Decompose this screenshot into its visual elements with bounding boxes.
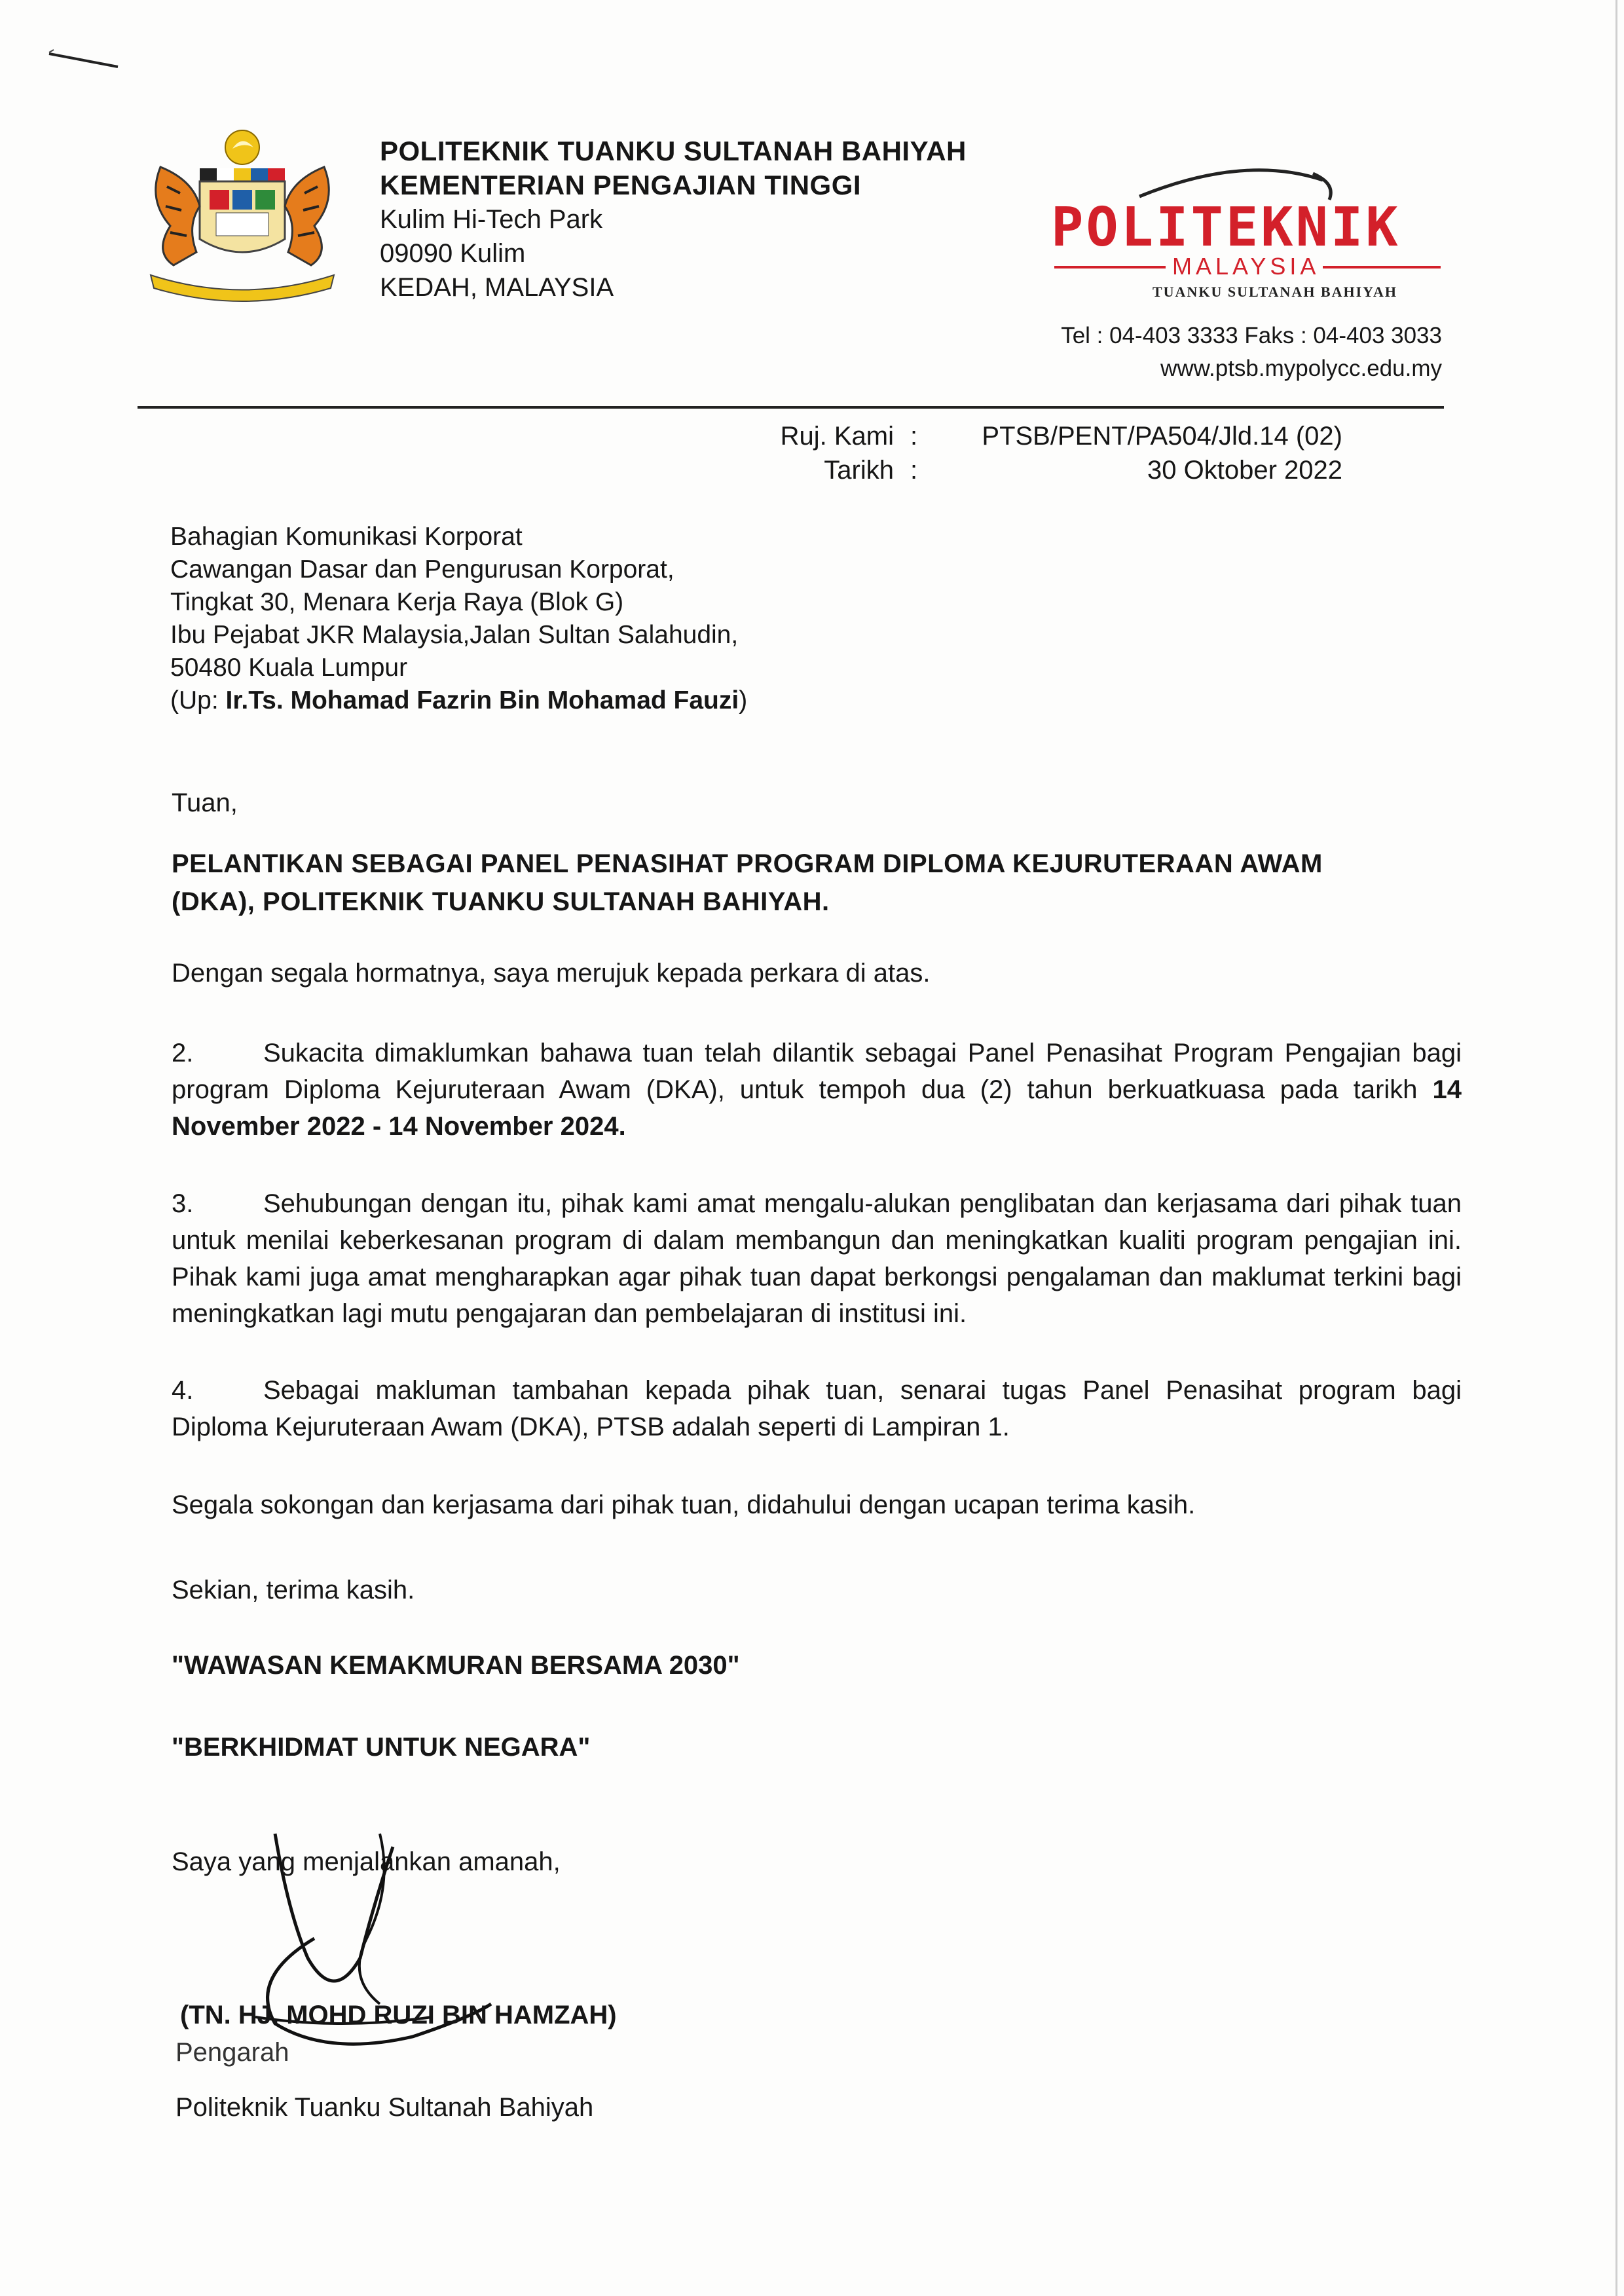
ministry-name: KEMENTERIAN PENGAJIAN TINGGI (380, 170, 862, 200)
signatory-title: Pengarah (175, 2038, 289, 2067)
contact-block (1061, 320, 1442, 385)
paragraph-1: Dengan segala hormatnya, saya merujuk kepada perkara di atas. (172, 959, 931, 988)
paragraph-text: Sukacita dimaklumkan bahawa tuan telah dilantik sebagai Panel Penasihat Program Pengajian bagi program Diploma Kejuruteraan Awam (DKA), untuk tempoh dua (2) tahun berkuatkuasa pada tarikh (172, 1039, 1462, 1104)
logo-campus: TUANKU SULTANAH BAHIYAH (1153, 284, 1398, 300)
reference-colons (910, 419, 930, 487)
attn-suffix: ) (739, 686, 748, 714)
recipient-attention (170, 684, 747, 717)
letter-subject (172, 845, 1462, 921)
appointment-dates: 14 November 2022 - 14 November 2024. (172, 1075, 1462, 1141)
paragraph-number: 2. (172, 1039, 194, 1067)
institution-name: POLITEKNIK TUANKU SULTANAH BAHIYAH (380, 136, 967, 166)
recipient-line: Tingkat 30, Menara Kerja Raya (Blok G) (170, 588, 624, 616)
address-line: KEDAH, MALAYSIA (380, 273, 614, 302)
recipient-line: Bahagian Komunikasi Korporat (170, 523, 523, 551)
paragraph-text: Sehubungan dengan itu, pihak kami amat mengalu-alukan penglibatan dan kerjasama dari pihak tuan untuk menilai keberkesanan program di dalam membangun dan meningkatkan kualiti program pengajian ini. Pihak kami juga amat mengharapkan agar pihak tuan dapat berkongsi pengalaman dan maklumat terkini bagi meningkatkan lagi mutu pengajaran dan pembelajaran di institusi ini. (172, 1189, 1462, 1328)
tarikh-value: 30 Oktober 2022 (1147, 456, 1342, 485)
address-line: Kulim Hi-Tech Park (380, 205, 603, 234)
recipient-line: Cawangan Dasar dan Pengurusan Korporat, (170, 555, 674, 583)
paragraph-number: 4. (172, 1376, 194, 1405)
subject-line: PELANTIKAN SEBAGAI PANEL PENASIHAT PROGRAM DIPLOMA KEJURUTERAAN AWAM (172, 849, 1323, 878)
reference-labels (763, 419, 894, 487)
logo-country: MALAYSIA (1172, 253, 1320, 280)
attn-prefix: (Up: (170, 686, 226, 714)
address-line: 09090 Kulim (380, 239, 526, 268)
website-link[interactable]: www.ptsb.mypolycc.edu.my (1160, 356, 1442, 381)
reference-values (950, 419, 1342, 487)
institution-block (380, 134, 967, 305)
paragraph-4 (172, 1372, 1462, 1445)
paragraph-5: Segala sokongan dan kerjasama dari pihak tuan, didahului dengan ucapan terima kasih. (172, 1491, 1196, 1519)
scan-edge (1615, 0, 1617, 2296)
paragraph-number: 3. (172, 1189, 194, 1218)
closing-line: Saya yang menjalankan amanah, (172, 1847, 561, 1876)
colon: : (910, 456, 918, 485)
salutation: Tuan, (172, 788, 238, 817)
attn-name: Ir.Ts. Mohamad Fazrin Bin Mohamad Fauzi (225, 686, 739, 714)
contact-phone: Tel : 04-403 3333 Faks : 04-403 3033 (1061, 323, 1442, 348)
logo-word: POLITEKNIK (1051, 196, 1401, 259)
service-slogan: "BERKHIDMAT UNTUK NEGARA" (172, 1733, 591, 1762)
ruj-value: PTSB/PENT/PA504/Jld.14 (02) (982, 422, 1342, 451)
colon: : (910, 422, 918, 451)
signatory-institution: Politeknik Tuanku Sultanah Bahiyah (175, 2093, 594, 2122)
paragraph-3 (172, 1185, 1462, 1332)
recipient-address (170, 521, 747, 717)
subject-line: (DKA), POLITEKNIK TUANKU SULTANAH BAHIYAH. (172, 887, 830, 916)
recipient-line: 50480 Kuala Lumpur (170, 654, 408, 682)
coat-of-arms-icon (134, 128, 350, 311)
ruj-label: Ruj. Kami (780, 422, 894, 451)
signatory-name: (TN. HJ. MOHD RUZI BIN HAMZAH) (180, 2001, 617, 2029)
paragraph-text: Sebagai makluman tambahan kepada pihak tuan, senarai tugas Panel Penasihat program bagi Diploma Kejuruteraan Awam (DKA), PTSB adalah seperti di Lampiran 1. (172, 1376, 1462, 1441)
national-slogan: "WAWASAN KEMAKMURAN BERSAMA 2030" (172, 1651, 740, 1680)
recipient-line: Ibu Pejabat JKR Malaysia,Jalan Sultan Salahudin, (170, 621, 739, 649)
paragraph-6: Sekian, terima kasih. (172, 1576, 415, 1604)
tarikh-label: Tarikh (824, 456, 894, 485)
header-divider (138, 406, 1444, 409)
politeknik-logo (1048, 147, 1447, 305)
paragraph-2 (172, 1035, 1462, 1145)
staple-mark (46, 46, 124, 72)
